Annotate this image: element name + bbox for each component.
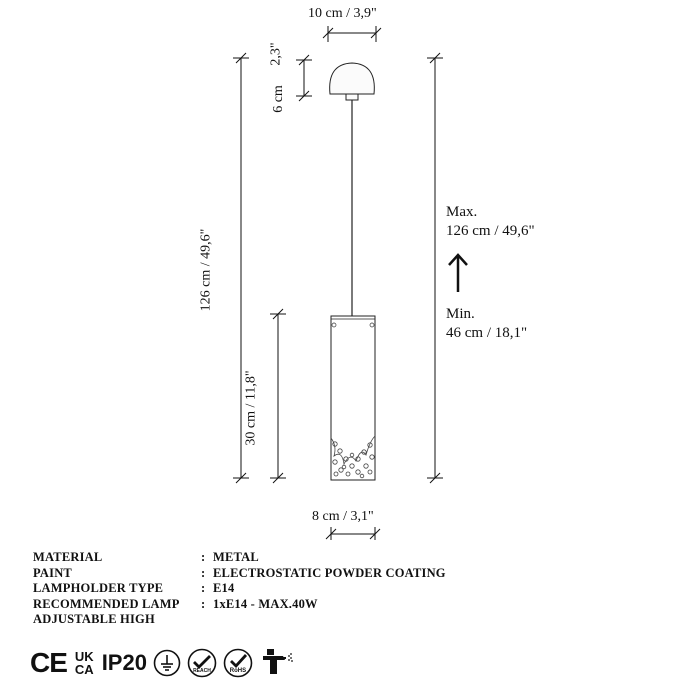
ukca-mark-icon <box>75 650 94 676</box>
rohs-icon <box>223 648 253 678</box>
spec-row <box>33 566 446 582</box>
max-label: Max. <box>446 204 478 220</box>
spec-table <box>33 550 446 628</box>
spec-value: E14 <box>213 581 235 595</box>
spec-key: RECOMMENDED LAMP <box>33 596 180 611</box>
max-range <box>446 203 535 241</box>
canopy <box>330 63 375 100</box>
spec-value: METAL <box>213 550 259 564</box>
canopy-width-label: 10 cm / 3,9" <box>308 6 377 21</box>
ground-icon <box>153 649 181 677</box>
spec-sep: : <box>201 596 206 611</box>
spec-key: PAINT <box>33 565 72 580</box>
spray-gun-icon <box>259 647 295 679</box>
certification-bar <box>30 645 295 681</box>
min-range <box>446 305 527 343</box>
spec-key: ADJUSTABLE HIGH <box>33 612 155 626</box>
spec-key: LAMPHOLDER TYPE <box>33 581 164 595</box>
reach-icon <box>187 648 217 678</box>
adjust-arrow-icon <box>449 255 467 292</box>
spec-row <box>33 597 446 613</box>
ukca-top: UK <box>74 649 94 664</box>
canopy-height-inch-label: 2,3" <box>268 42 284 66</box>
spec-key: MATERIAL <box>33 550 103 564</box>
max-value: 126 cm / 49,6" <box>446 223 535 239</box>
spec-sep: : <box>201 565 206 580</box>
shade-width-label: 8 cm / 3,1" <box>312 509 374 524</box>
spec-row <box>33 612 446 628</box>
total-height-label: 126 cm / 49,6" <box>198 228 214 312</box>
canopy-height-cm-label: 6 cm <box>270 85 286 113</box>
shade <box>331 316 375 480</box>
min-value: 46 cm / 18,1" <box>446 325 528 341</box>
ukca-bottom: CA <box>74 662 94 677</box>
spec-sep: : <box>201 581 206 595</box>
ce-mark-icon: CE <box>30 647 67 678</box>
spec-sep: : <box>201 550 206 564</box>
spec-row <box>33 550 446 566</box>
spec-value: 1xE14 - MAX.40W <box>213 596 318 611</box>
min-label: Min. <box>446 306 475 322</box>
spec-value: ELECTROSTATIC POWDER COATING <box>213 565 446 580</box>
spec-row <box>33 581 446 597</box>
rohs-label: RoHS <box>229 668 247 674</box>
ip-rating: IP20 <box>101 650 147 675</box>
shade-height-label: 30 cm / 11,8" <box>243 370 259 446</box>
reach-label: REACH <box>193 668 211 674</box>
